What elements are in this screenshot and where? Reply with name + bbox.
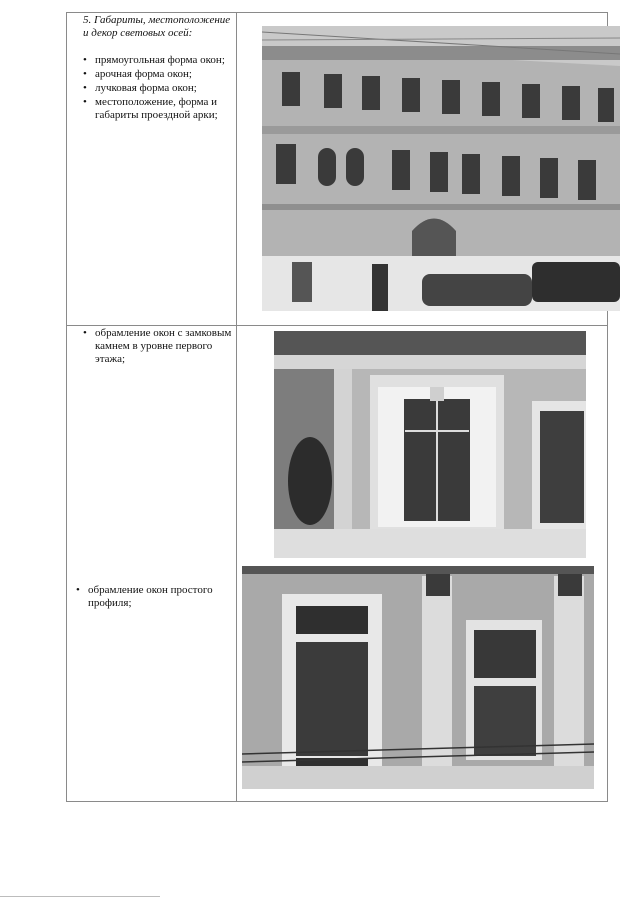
- list-item: • обрамление окон с замковым камнем в уровне первого этажа;: [83, 327, 233, 366]
- section-heading: 5. Габариты, местоположение и декор световых осей:: [83, 14, 231, 39]
- building-facade-photo: [262, 26, 620, 311]
- keystone-window-photo: [274, 331, 586, 558]
- list-item: • прямоугольная форма окон;: [83, 54, 238, 67]
- table-row-divider: [66, 325, 608, 326]
- feature-list-top: [83, 54, 238, 122]
- table-border-bottom: [66, 801, 608, 802]
- table-border-left: [66, 12, 67, 802]
- simple-frame-window-photo: [242, 566, 594, 789]
- list-item: • лучковая форма окон;: [83, 82, 238, 95]
- footnote-separator: [0, 896, 160, 897]
- list-item: • арочная форма окон;: [83, 68, 238, 81]
- table-column-divider: [236, 12, 237, 802]
- section-text-middle: [83, 327, 233, 367]
- list-item: • местоположение, форма и габариты проездной арки;: [83, 96, 238, 122]
- section-text-top: [83, 14, 238, 123]
- table-border-top: [66, 12, 608, 13]
- section-text-bottom: [76, 584, 226, 611]
- list-item: • обрамление окон простого профиля;: [76, 584, 226, 610]
